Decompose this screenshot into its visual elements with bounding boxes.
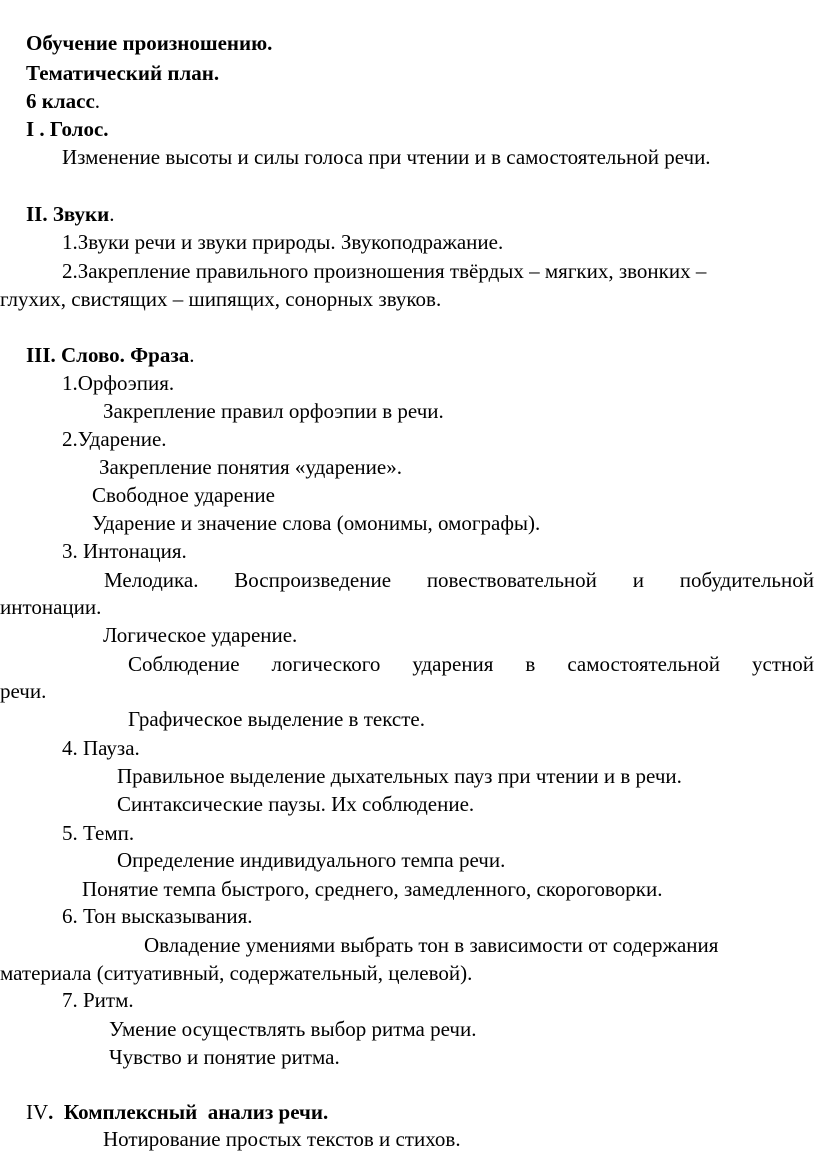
section2-item2-line1: 2.Закрепление правильного произношения твёрдых – мягких, звонких – <box>62 259 707 283</box>
stress-line1: Закрепление понятия «ударение». <box>99 455 402 479</box>
section4-heading-text: . Комплексный анализ речи. <box>48 1100 329 1124</box>
pause-line2: Синтаксические паузы. Их соблюдение. <box>117 792 475 816</box>
pause-line1: Правильное выделение дыхательных пауз при чтении и в речи. <box>117 764 682 788</box>
section4-text: Нотирование простых текстов и стихов. <box>103 1127 461 1151</box>
section4-heading-num: IV <box>26 1100 49 1124</box>
stress-title: 2.Ударение. <box>62 427 167 451</box>
intonation-line3-word: в <box>525 652 536 676</box>
doc-subtitle: Тематический план. <box>26 61 220 85</box>
intonation-line1-word: повествовательной <box>426 568 597 592</box>
intonation-line3-word: устной <box>752 652 814 676</box>
intonation-line3-word: самостоятельной <box>567 652 721 676</box>
intonation-line3-cont: речи. <box>0 679 47 703</box>
section4-heading <box>26 1099 328 1125</box>
doc-title: Обучение произношению. <box>26 31 273 55</box>
intonation-line3 <box>128 651 814 677</box>
tone-line1-cont: материала (ситуативный, содержательный, целевой). <box>0 961 473 985</box>
grade-label: 6 класс <box>26 89 95 113</box>
section3-heading-text: III. Слово. Фраза <box>26 343 190 367</box>
section3-heading-period: . <box>189 343 195 367</box>
intonation-line1 <box>104 567 814 593</box>
intonation-title: 3. Интонация. <box>62 539 187 563</box>
tone-line1: Овладение умениями выбрать тон в зависимости от содержания <box>144 933 719 957</box>
grade-period: . <box>94 89 101 113</box>
orthoepy-text: Закрепление правил орфоэпии в речи. <box>103 399 444 423</box>
section2-heading-text: II. Звуки <box>26 202 110 226</box>
pause-title: 4. Пауза. <box>62 736 140 760</box>
intonation-line1-word: Воспроизведение <box>234 568 392 592</box>
tempo-title: 5. Темп. <box>62 821 135 845</box>
stress-line2: Свободное ударение <box>92 483 275 507</box>
intonation-line3-word: ударения <box>412 652 494 676</box>
section3-heading <box>26 342 195 368</box>
rhythm-line1: Умение осуществлять выбор ритма речи. <box>109 1017 477 1041</box>
grade-line <box>26 88 100 114</box>
section1-heading: I . Голос. <box>26 117 109 141</box>
stress-line3: Ударение и значение слова (омонимы, омографы). <box>92 511 541 535</box>
intonation-line1-word: побудительной <box>679 568 814 592</box>
rhythm-line2: Чувство и понятие ритма. <box>109 1045 340 1069</box>
section2-heading-period: . <box>109 202 115 226</box>
section2-item1: 1.Звуки речи и звуки природы. Звукоподражание. <box>62 230 504 254</box>
section2-heading <box>26 201 115 227</box>
tone-title: 6. Тон высказывания. <box>62 904 253 928</box>
intonation-line4: Графическое выделение в тексте. <box>128 707 425 731</box>
section1-text: Изменение высоты и силы голоса при чтении и в самостоятельной речи. <box>62 145 711 169</box>
intonation-line2: Логическое ударение. <box>103 623 298 647</box>
intonation-line1-word: Мелодика. <box>104 568 199 592</box>
intonation-line1-cont: интонации. <box>0 595 102 619</box>
orthoepy-title: 1.Орфоэпия. <box>62 371 175 395</box>
intonation-line3-word: Соблюдение <box>128 652 240 676</box>
tempo-line1: Определение индивидуального темпа речи. <box>117 848 506 872</box>
tempo-line2: Понятие темпа быстрого, среднего, замедленного, скороговорки. <box>82 877 663 901</box>
rhythm-title: 7. Ритм. <box>62 988 134 1012</box>
intonation-line3-word: логического <box>271 652 381 676</box>
intonation-line1-word: и <box>632 568 644 592</box>
section2-item2-line2: глухих, свистящих – шипящих, сонорных звуков. <box>0 287 442 311</box>
